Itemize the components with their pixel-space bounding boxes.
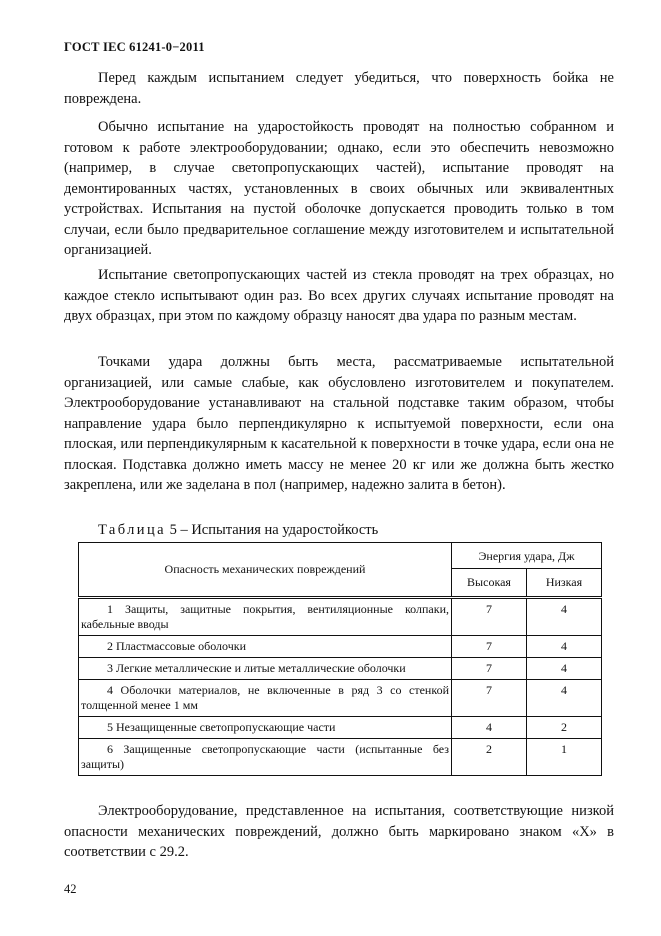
paragraph-striker-check: Перед каждым испытанием следует убедиться, что поверхность бойка не повреждена. xyxy=(64,70,614,107)
paragraph-marking: Электрооборудование, представленное на испытания, соответствующие низкой опасности механических повреждений, должно быть маркировано знаком «X» в соответствии с 29.2. xyxy=(64,803,614,860)
row-label: 6 Защищенные светопропускающие части (испытанные без защиты) xyxy=(79,739,452,776)
row-value-high: 7 xyxy=(452,680,527,717)
row-label: 5 Незащищенные светопропускающие части xyxy=(79,717,452,739)
row-value-low: 4 xyxy=(527,598,602,636)
table-row xyxy=(79,717,602,739)
row-value-high: 2 xyxy=(452,739,527,776)
document-header: ГОСТ IEC 61241-0−2011 xyxy=(64,40,205,54)
row-value-low: 1 xyxy=(527,739,602,776)
table-row xyxy=(79,658,602,680)
header-hazard: Опасность механических повреждений xyxy=(79,543,452,598)
table-row xyxy=(79,680,602,717)
row-value-low: 4 xyxy=(527,658,602,680)
table-row xyxy=(79,636,602,658)
impact-test-table xyxy=(78,542,602,776)
row-value-high: 4 xyxy=(452,717,527,739)
table-caption-title: 5 – Испытания на ударостойкость xyxy=(165,522,379,538)
row-label: 3 Легкие металлические и литые металлические оболочки xyxy=(79,658,452,680)
header-low: Низкая xyxy=(527,569,602,598)
paragraph-test-conditions: Обычно испытание на ударостойкость проводят на полностью собранном и готовом к работе электрооборудовании; однако, если это обеспечить невозможно (например, в случае светопропускающих частей), испытание проводят на демонтированных частях, установленных в своих обычных или эквивалентных устройствах. Испытания на пустой оболочке допускается проводить только в том случаи, если было предварительное соглашение между изготовителем и испытательной организацией. xyxy=(64,119,614,258)
row-label: 4 Оболочки материалов, не включенные в ряд 3 со стенкой толщенной менее 1 мм xyxy=(79,680,452,717)
table-caption-word: Таблица xyxy=(98,522,166,538)
header-energy: Энергия удара, Дж xyxy=(452,543,602,569)
row-value-high: 7 xyxy=(452,658,527,680)
row-value-low: 4 xyxy=(527,636,602,658)
paragraph-glass-samples: Испытание светопропускающих частей из стекла проводят на трех образцах, но каждое стекло испытывают один раз. Во всех других случаях испытание проводят на двух образцах, при этом по каждому образцу наносят два удара по разным местам. xyxy=(64,267,614,324)
table-row xyxy=(79,739,602,776)
table-row xyxy=(79,598,602,636)
row-label: 1 Защиты, защитные покрытия, вентиляционные колпаки, кабельные вводы xyxy=(79,598,452,636)
row-value-high: 7 xyxy=(452,598,527,636)
row-value-high: 7 xyxy=(452,636,527,658)
paragraph-impact-points: Точками удара должны быть места, рассматриваемые испытательной организацией, или самые слабые, как обусловлено изготовителем и покупателем. Электрооборудование устанавливают на стальной подставке таким образом, чтобы направление удара было перпендикулярно к испытуемой поверхности, если она плоская, или перпендикулярным к касательной к поверхности в точке удара, если она не плоская. Подставка должно иметь массу не менее 20 кг или же должна быть жестко закреплена, или же заделана в пол (например, надежно залита в бетон). xyxy=(64,354,614,493)
row-value-low: 4 xyxy=(527,680,602,717)
row-value-low: 2 xyxy=(527,717,602,739)
row-label: 2 Пластмассовые оболочки xyxy=(79,636,452,658)
page-number: 42 xyxy=(64,882,77,896)
table-caption xyxy=(98,522,378,539)
header-high: Высокая xyxy=(452,569,527,598)
